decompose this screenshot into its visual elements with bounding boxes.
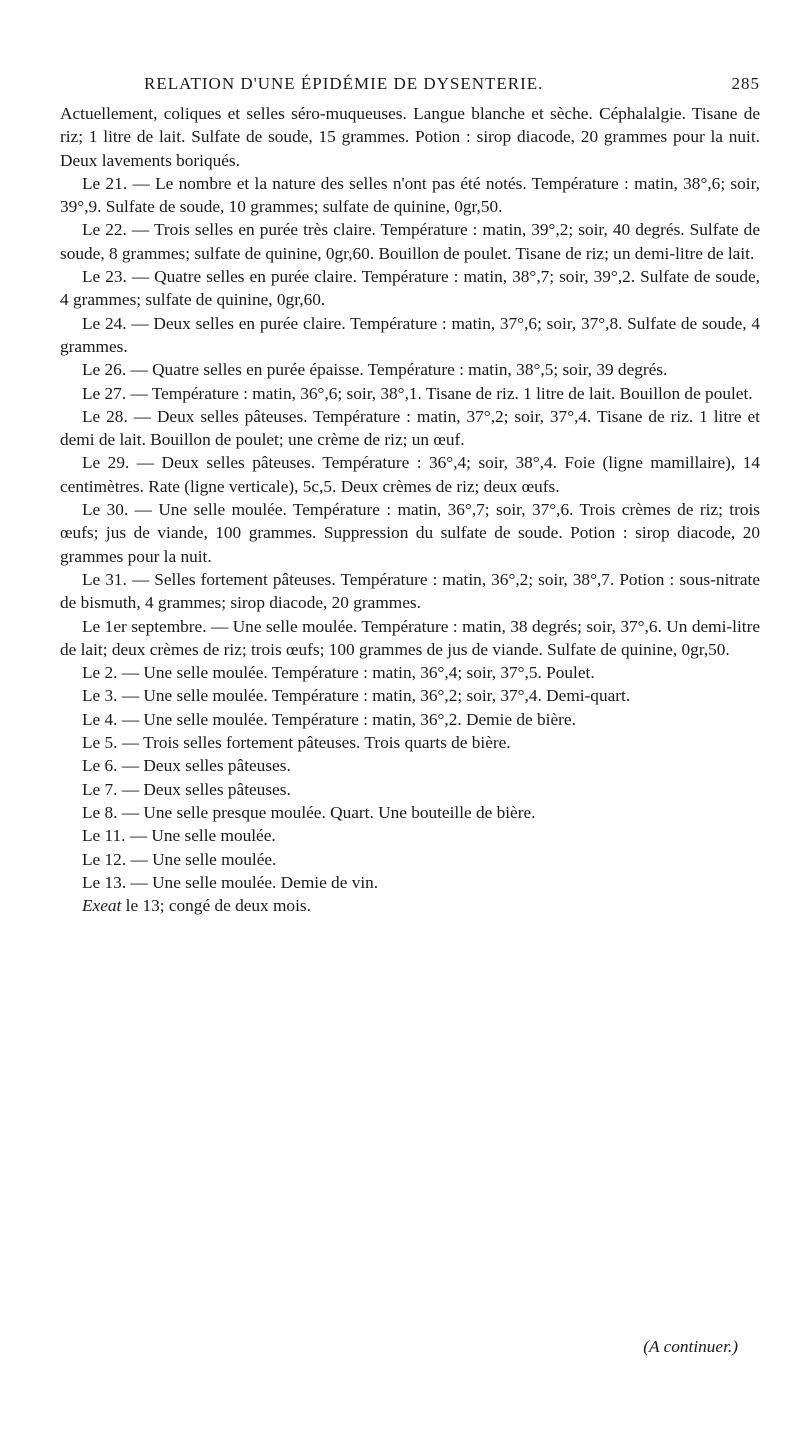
running-header bbox=[60, 74, 760, 98]
paragraph: Le 28. — Deux selles pâteuses. Température : matin, 37°,2; soir, 37°,4. Tisane de riz. 1 litre et demi de lait. Bouillon de poulet; une crème de riz; un œuf. bbox=[60, 406, 760, 450]
paragraph: Le 23. — Quatre selles en purée claire. Température : matin, 38°,7; soir, 39°,2. Sulfate de soude, 4 grammes; sulfate de quinine, 0gr,60. bbox=[60, 267, 760, 310]
paragraph: Le 31. — Selles fortement pâteuses. Température : matin, 36°,2; soir, 38°,7. Potion : sous-nitrate de bismuth, 4 grammes; sirop diacode, 20 grammes. bbox=[60, 569, 760, 613]
paragraph: Actuellement, coliques et selles séro-muqueuses. Langue blanche et sèche. Céphalalgie. Tisane de riz; 1 litre de lait. Sulfate de soude, 15 grammes. Potion : sirop diacode, 20 grammes pour la nuit. Deux lavements boriqués. bbox=[60, 104, 760, 170]
exeat-paragraph bbox=[60, 894, 760, 917]
paragraph: Le 27. — Température : matin, 36°,6; soir, 38°,1. Tisane de riz. 1 litre de lait. Bouillon de poulet. bbox=[82, 383, 753, 403]
paragraph: Le 1er septembre. — Une selle moulée. Température : matin, 38 degrés; soir, 37°,6. Un demi-litre de lait; deux crèmes de riz; trois œufs; 100 grammes de jus de viande. Sulfate de quinine, 0gr,50. bbox=[60, 616, 760, 659]
body-text bbox=[60, 102, 760, 917]
paragraph: Le 13. — Une selle moulée. Demie de vin. bbox=[82, 872, 379, 892]
paragraph: Le 3. — Une selle moulée. Température : matin, 36°,2; soir, 37°,4. Demi-quart. bbox=[82, 686, 631, 706]
paragraph: Le 5. — Trois selles fortement pâteuses. Trois quarts de bière. bbox=[82, 733, 511, 753]
continuation-note: (A continuer.) bbox=[643, 1337, 738, 1356]
paragraph: Le 24. — Deux selles en purée claire. Température : matin, 37°,6; soir, 37°,8. Sulfate de soude, 4 grammes. bbox=[60, 313, 760, 356]
paragraph: Le 7. — Deux selles pâteuses. bbox=[82, 779, 291, 799]
paragraph: Le 2. — Une selle moulée. Température : matin, 36°,4; soir, 37°,5. Poulet. bbox=[82, 663, 595, 683]
exeat-text: le 13; congé de deux mois. bbox=[121, 896, 311, 916]
paragraph: Le 11. — Une selle moulée. bbox=[82, 826, 276, 846]
paragraph: Le 29. — Deux selles pâteuses. Température : 36°,4; soir, 38°,4. Foie (ligne mamillaire), 14 centimètres. Rate (ligne verticale), 5c,5. Deux crèmes de riz; deux œufs. bbox=[60, 453, 760, 496]
page-number: 285 bbox=[731, 74, 760, 93]
running-title: RELATION D'UNE ÉPIDÉMIE DE DYSENTERIE. bbox=[144, 74, 544, 93]
paragraph: Le 4. — Une selle moulée. Température : matin, 36°,2. Demie de bière. bbox=[82, 709, 576, 729]
paragraph: Le 30. — Une selle moulée. Température : matin, 36°,7; soir, 37°,6. Trois crèmes de riz; trois œufs; jus de viande, 100 grammes. Suppression du sulfate de soude. Potion : sirop diacode, 20 grammes pour la nuit. bbox=[60, 500, 760, 566]
paragraph: Le 8. — Une selle presque moulée. Quart. Une bouteille de bière. bbox=[82, 802, 536, 822]
paragraph: Le 21. — Le nombre et la nature des selles n'ont pas été notés. Température : matin, 38°,6; soir, 39°,9. Sulfate de soude, 10 grammes; sulfate de quinine, 0gr,50. bbox=[60, 173, 760, 217]
paragraph: Le 6. — Deux selles pâteuses. bbox=[82, 756, 291, 776]
paragraph: Le 22. — Trois selles en purée très claire. Température : matin, 39°,2; soir, 40 degrés. Sulfate de soude, 8 grammes; sulfate de quinine, 0gr,60. Bouillon de poulet. Tisane de riz; un demi-litre de lait. bbox=[60, 220, 760, 263]
exeat-word: Exeat bbox=[82, 896, 122, 916]
paragraph: Le 12. — Une selle moulée. bbox=[82, 849, 277, 869]
paragraph: Le 26. — Quatre selles en purée épaisse. Température : matin, 38°,5; soir, 39 degrés. bbox=[82, 360, 668, 380]
